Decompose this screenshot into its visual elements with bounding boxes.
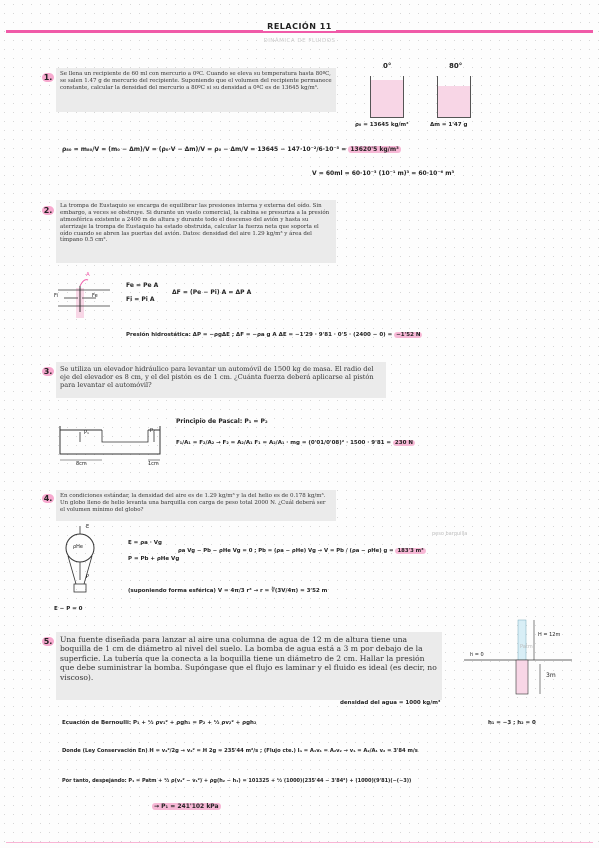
p1-eq-volume: V = 60ml = 60·10⁻³ (10⁻¹ m)³ = 60·10⁻⁶ m³ [312, 170, 455, 177]
p5-result: → P₁ = 241'102 kPa [154, 803, 219, 810]
beaker-0deg [370, 76, 404, 118]
problem-2-number: 2. [43, 206, 53, 215]
problem-2-statement: La trompa de Eustaquio se encarga de equilibrar las presiones interna y externa del oído. Sin embargo, a veces se obstruye. Si durante un vuelo comercial, la cabina se presuriza a la presión atmosférica existente a 2400 m de altura y durante todo el descenso del avión y hasta su aterrizaje la trompa de Eustaquio ha estado obstruida, calcular la fuerza neta que soporta el oído cuando se abren las puertas del avión. Datos: densidad del aire 1.29 kg/m³ y área del tímpano 0.5 cm². [56, 200, 336, 263]
problem-1-number: 1. [43, 73, 53, 82]
p5-density: densidad del agua = 1000 kg/m³ [340, 700, 441, 706]
p5-conservation: Donde (Ley Conservación En) H = v₂²/2g → v₂² = H 2g = 235'44 m²/s ; (Flujo cte.) Iₙ = A₁v₁ = A₂v₂ → v₁ = A₂/A₁ v₂ = 3'84 m/s [62, 748, 418, 754]
page-subtitle: DINÁMICA DE FLUIDOS [263, 38, 336, 44]
p5-bernoulli: Ecuación de Bernoulli: P₁ + ½ ρv₁² + ρgh₁ = P₂ + ½ ρv₂² + ρgh₂ [62, 720, 257, 726]
dm-value: Δm = 1'47 g [430, 122, 468, 128]
p2-eq-fi: Fi = Pi A [126, 296, 155, 303]
p4-eq-e: E = ρa · Vg [128, 540, 162, 546]
label-equilibrium: E − P = 0 [54, 606, 83, 612]
footer-rule [6, 842, 593, 843]
p2-eq-df: ΔF = (Pe − Pi) A = ΔP A [172, 289, 252, 296]
p1-eq-density: ρ₈₀ = m₈₀/V = (m₀ − Δm)/V = (ρ₀·V − Δm)/V = ρ₀ − Δm/V = 13645 − 147·10⁻²/6·10⁻⁵ = 13620'5 kg/m³ [62, 146, 399, 153]
label-h12m: H = 12m [538, 632, 561, 638]
p2-result: −1'52 N [396, 332, 421, 338]
rho0-value: ρ₀ = 13645 kg/m³ [355, 122, 409, 128]
label-0deg: 0° [383, 62, 392, 70]
label-p2: P₂ [150, 428, 156, 434]
p3-eq-main: F₁/A₁ = F₂/A₂ → F₂ = A₂/A₁ F₁ = A₂/A₁ · mg = (0'01/0'08)² · 1500 · 9'81 = 230 N [176, 440, 413, 446]
p4-eq-sphere: (suponiendo forma esférica) V = 4π/3 r³ → r = ∛(3V/4π) = 3'52 m [128, 588, 328, 594]
label-weight: P [86, 574, 90, 580]
problem-3-statement: Se utiliza un elevador hidráulico para levantar un automóvil de 1500 kg de masa. El radio del eje del elevador es 8 cm, y el del pistón es de 1 cm. ¿Cuánta fuerza deberá aplicarse al pistón para levantar el automóvil? [56, 362, 386, 398]
page-title: RELACIÓN 11 [0, 22, 599, 31]
p4-eq-p: P = Pb + ρHe Vg [128, 556, 180, 562]
label-h0: h = 0 [470, 652, 484, 658]
label-fe: Fe [92, 293, 98, 299]
label-p1: P₁ [84, 430, 90, 436]
label-80deg: 80° [449, 62, 463, 70]
problem-1-statement: Se llena un recipiente de 60 ml con mercurio a 0ºC. Cuando se eleva su temperatura hasta 80ºC, se salen 1.47 g de mercurio del recipiente. Suponiendo que el volumen del recipiente permanece constante, calcular la densidad del mercurio a 80ºC si su densidad a 0ºC es de 13645 kg/m³. [56, 68, 336, 112]
p3-pascal: Principio de Pascal: P₁ = P₂ [176, 418, 268, 425]
label-1cm: 1cm [148, 461, 159, 467]
label-3m: 3m [546, 672, 556, 679]
label-buoyancy: E [86, 524, 90, 530]
problem-5-number: 5. [43, 637, 53, 646]
problem-5-statement: Una fuente diseñada para lanzar al aire una columna de agua de 12 m de altura tiene una boquilla de 1 cm de diámetro al nivel del suelo. La bomba de agua está a 3 m por debajo de la superficie. La tubería que la conecta a la boquilla tiene un diámetro de 2 cm. Hallar la presión que debe suministrar la bomba. Supóngase que el flujo es laminar y el fluido es ideal (es decir, no viscoso). [56, 632, 442, 700]
label-patm: Patm [520, 644, 533, 650]
eardrum-diagram [50, 272, 118, 320]
beaker-80deg [437, 76, 471, 118]
problem-3-number: 3. [43, 367, 53, 376]
p4-result: 183'3 m³ [397, 548, 424, 554]
note-peso-barquilla: peso barquilla [432, 531, 468, 537]
p2-eq-pressure: Presión hidrostática: ΔP = −ρgΔE ; ΔF = −ρa g A ΔE = −1'29 · 9'81 · 0'5 · (2400 − 0) = −1'52 N [126, 332, 421, 338]
problem-4-statement: En condiciones estándar, la densidad del aire es de 1.29 kg/m³ y la del helio es de 0.178 kg/m³. Un globo lleno de helio levanta una barquilla con carga de peso total 2000 N. ¿Cuál deberá ser el volumen mínimo del globo? [56, 490, 336, 521]
p5-final: Por tanto, despejando: P₁ = Patm + ½ ρ(v₂² − v₁²) + ρg(h₂ − h₁) = 101325 + ½ (1000)(235'44 − 3'84²) + (1000)(9'81)(−(−3)) [62, 778, 412, 784]
label-area: A [86, 272, 90, 278]
p2-eq-fe: Fe = Pe A [126, 282, 159, 289]
label-8cm: 8cm [76, 461, 87, 467]
p4-eq-main: ρa Vg − Pb − ρHe Vg = 0 ; Pb = (ρa − ρHe) Vg → V = Pb / (ρa − ρHe) g = 183'3 m³ [178, 548, 424, 554]
p3-result: 230 N [394, 440, 413, 446]
label-rho-he: ρHe [73, 544, 84, 550]
p5-heights: h₁ = −3 ; h₂ = 0 [488, 720, 536, 726]
label-fi: Fi [54, 293, 58, 299]
p1-result: 13620'5 kg/m³ [350, 146, 399, 153]
balloon-diagram [58, 524, 102, 606]
problem-4-number: 4. [43, 494, 53, 503]
